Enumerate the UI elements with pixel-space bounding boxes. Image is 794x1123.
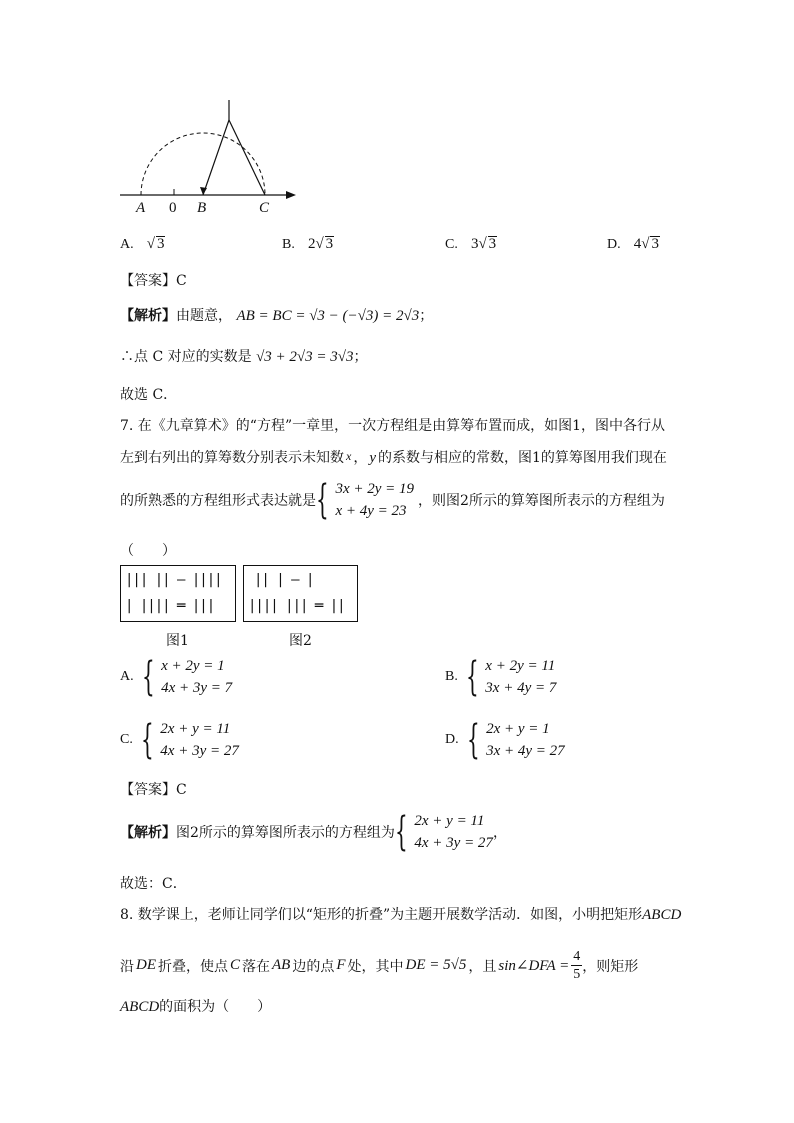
equation: 2x + y = 11 <box>160 721 231 737</box>
radicand: 3 <box>651 236 659 252</box>
system-brace: { <box>316 477 329 523</box>
equation: x + 4y = 23 <box>335 503 407 519</box>
text-segment: 落在 <box>242 958 271 975</box>
point-c: C <box>230 957 241 973</box>
q6-therefore <box>120 346 368 366</box>
system-equations <box>414 810 493 854</box>
q7-option-c <box>120 718 239 762</box>
q6-analysis <box>120 305 433 325</box>
arrow-head-b <box>200 187 207 195</box>
figure-2-box <box>243 565 358 622</box>
system-equations <box>161 655 232 699</box>
segment-de: DE <box>136 957 156 973</box>
option-letter: B. <box>282 237 295 252</box>
rect-abcd: ABCD <box>120 999 160 1015</box>
de-equation: DE = 5√5 <box>405 957 467 973</box>
equation: 4x + 3y = 7 <box>161 680 233 696</box>
system-brace: { <box>394 809 408 855</box>
therefore-end: ； <box>353 349 368 365</box>
fraction <box>571 948 582 983</box>
segment-ab: AB <box>272 957 291 973</box>
q6-answer: 【答案】C <box>120 273 187 289</box>
q8-line1 <box>120 904 681 924</box>
text-segment: ， <box>353 450 368 466</box>
text-segment: ，则图2所示的算筹图所表示的方程组为 <box>418 493 665 509</box>
equation: 4x + 3y = 27 <box>160 743 239 759</box>
system-equations <box>160 718 239 762</box>
q8-line3 <box>120 996 271 1016</box>
figure-1-row-2: | |||| ═ ||| <box>125 598 215 614</box>
figure-2-caption: 图2 <box>289 633 312 649</box>
coef: 4 <box>633 236 642 252</box>
rect-abcd: ABCD <box>642 907 682 923</box>
q6-option-b: B. 2√ 3 <box>282 236 334 252</box>
system-brace: { <box>466 717 480 763</box>
q7-line2 <box>120 447 667 467</box>
numerator: 4 <box>573 949 581 964</box>
q7-option-d <box>445 718 565 762</box>
equation: x + 2y = 11 <box>485 658 556 674</box>
sin-expression: sin∠DFA = <box>498 958 570 974</box>
option-letter: D. <box>445 732 459 747</box>
system-brace: { <box>141 654 155 700</box>
q7-line1: 7. 在《九章算术》的“方程”一章里，一次方程组是由算筹布置而成，如图1，图中各行从 <box>120 418 666 434</box>
radicand: 3 <box>156 236 165 252</box>
q6-option-a: A. √ 3 <box>120 236 165 252</box>
equation: 3x + 4y = 7 <box>485 680 557 696</box>
analysis-end: ， <box>492 825 507 841</box>
text-segment: 沿 <box>120 958 134 975</box>
equation: 3x + 2y = 19 <box>335 481 415 497</box>
q8-line2 <box>120 948 638 983</box>
system-equations <box>485 655 556 699</box>
option-letter: D. <box>607 237 621 252</box>
analysis-label: 【解析】 <box>120 308 176 324</box>
text-segment: 左到右列出的算筹数分别表示未知数 <box>120 450 344 466</box>
analysis-end: ； <box>419 308 434 324</box>
system-equations <box>335 478 414 522</box>
system-brace: { <box>465 654 479 700</box>
q7-option-a <box>120 655 232 699</box>
analysis-label: 【解析】 <box>120 825 176 841</box>
option-letter: B. <box>445 669 458 684</box>
option-letter: A. <box>120 237 134 252</box>
text-segment: ，则矩形 <box>582 958 639 975</box>
label-zero: 0 <box>169 200 177 216</box>
text-segment: ，且 <box>468 958 497 975</box>
q7-option-b <box>445 655 556 699</box>
text-segment: 8. 数学课上，老师让同学们以“矩形的折叠”为主题开展数学活动．如图，小明把矩形 <box>120 907 643 923</box>
text-segment: 处，其中 <box>347 958 404 975</box>
var-x: x <box>346 449 352 463</box>
text-segment: 边的点 <box>292 958 335 975</box>
coef: 3 <box>470 236 479 252</box>
text-segment: 的面积为（ ） <box>159 999 272 1015</box>
analysis-text: 图2所示的算筹图所表示的方程组为 <box>176 825 395 841</box>
q7-answer: 【答案】C <box>120 782 187 798</box>
analysis-text: 由题意， <box>176 308 232 324</box>
option-letter: C. <box>120 732 133 747</box>
coef: 2 <box>307 236 316 252</box>
text-segment: 折叠，使点 <box>158 958 228 975</box>
option-letter: A. <box>120 669 134 684</box>
figure-2-row-2: |||| ||| ═ || <box>248 598 345 614</box>
figure-1-row-1: ||| || — |||| <box>125 572 222 588</box>
q6-option-c: C. 3√ 3 <box>445 236 497 252</box>
text-segment: 的系数与相应的常数，图1的算筹图用我们现在 <box>378 450 667 466</box>
radicand: 3 <box>488 236 497 252</box>
equation: 2x + y = 11 <box>414 813 485 829</box>
q7-analysis <box>120 810 507 854</box>
figure-2-row-1: || | — | <box>254 572 314 588</box>
figure-1-box <box>120 565 236 622</box>
segment-apex-b <box>203 120 229 195</box>
q6-option-d: D. 4√ 3 <box>607 236 659 252</box>
text-segment: 的所熟悉的方程组形式表达就是 <box>120 493 316 509</box>
denominator: 5 <box>573 967 581 982</box>
q7-paren: （ ） <box>120 543 176 559</box>
option-letter: C. <box>445 237 458 252</box>
number-line-figure <box>110 95 310 220</box>
segment-apex-c <box>229 120 265 195</box>
equation: x + 2y = 1 <box>161 658 225 674</box>
label-b: B <box>197 200 207 216</box>
label-a: A <box>136 200 146 216</box>
system-brace: { <box>140 717 154 763</box>
point-f: F <box>336 957 346 973</box>
var-y: y <box>369 450 376 466</box>
axis-arrow <box>286 191 296 199</box>
therefore-text: ∴点 C 对应的实数是 <box>120 349 252 365</box>
dashed-arc <box>141 133 265 195</box>
figure-1-caption: 图1 <box>166 633 189 649</box>
label-c: C <box>259 200 270 216</box>
q7-choose: 故选：C． <box>120 876 187 892</box>
radicand: 3 <box>325 236 334 252</box>
q6-choose: 故选 C． <box>120 387 178 403</box>
equation: 4x + 3y = 27 <box>414 835 493 851</box>
equation: 3x + 4y = 27 <box>486 743 565 759</box>
therefore-math: √3 + 2√3 = 3√3 <box>256 349 354 365</box>
q7-line3 <box>120 478 665 522</box>
equation: 2x + y = 1 <box>486 721 550 737</box>
system-equations <box>486 718 565 762</box>
analysis-math: AB = BC = √3 − (−√3) = 2√3 <box>236 308 420 324</box>
